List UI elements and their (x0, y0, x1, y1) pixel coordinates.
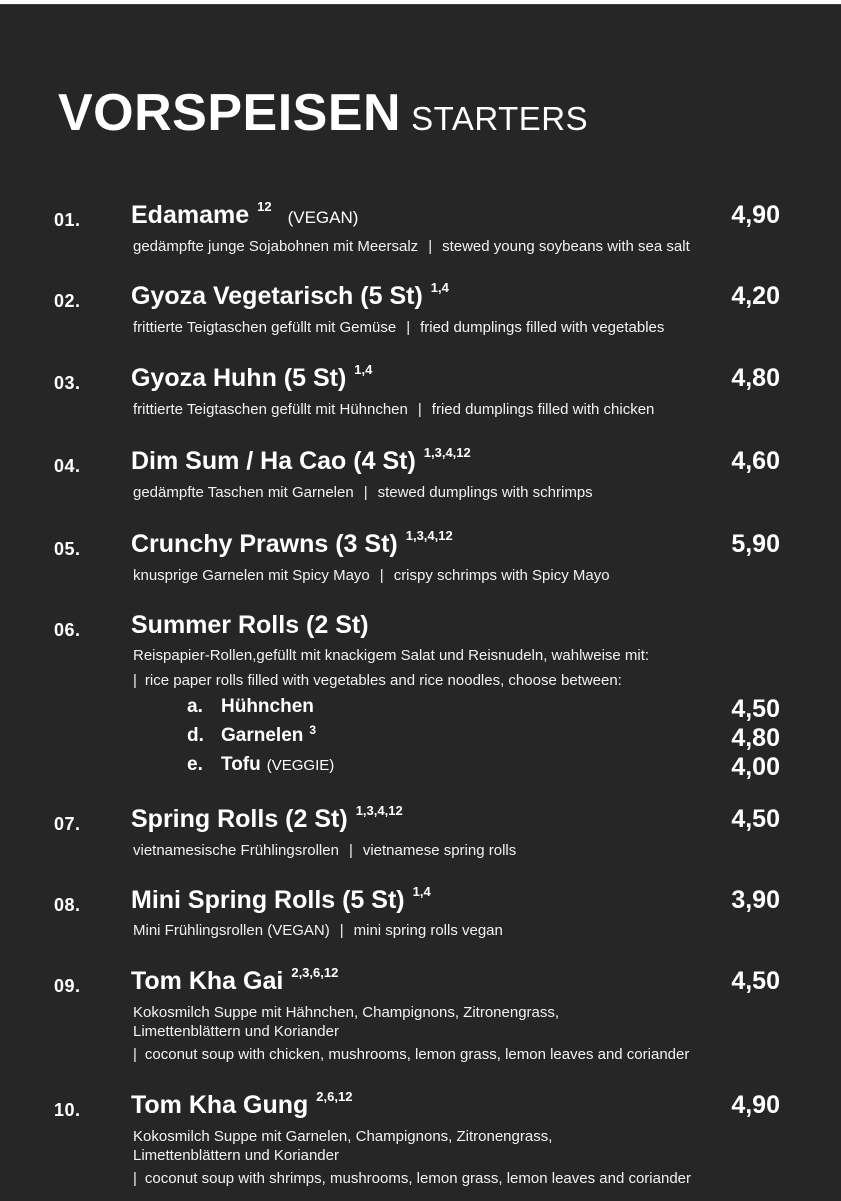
item-name (131, 530, 453, 559)
item-number: 08. (54, 895, 81, 915)
separator-bar: | (363, 484, 368, 501)
item-title: Gyoza Huhn (5 St) (131, 364, 347, 392)
diet-tag: (VEGAN) (287, 208, 359, 227)
item-price: 4,20 (731, 282, 780, 310)
item-price: 5,90 (731, 530, 780, 558)
description-en: coconut soup with shrimps, mushrooms, lemon grass, lemon leaves and coriander (144, 1170, 691, 1187)
item-title: Gyoza Vegetarisch (5 St) (131, 282, 423, 310)
separator-bar: | (428, 238, 433, 255)
description-en: vietnamese spring rolls (362, 842, 517, 859)
option-letter: a. (187, 696, 203, 717)
item-number: 04. (54, 456, 81, 476)
option-price: 4,00 (731, 753, 780, 781)
description-de-continued: Limettenblättern und Koriander (133, 1023, 339, 1040)
item-number: 10. (54, 1100, 81, 1120)
item-title: Edamame (131, 201, 250, 229)
option-name: Hühnchen (221, 696, 314, 717)
allergen-codes: 1,4 (354, 362, 373, 377)
item-price: 4,80 (731, 364, 780, 392)
item-description-en (133, 1044, 689, 1066)
item-number: 09. (54, 976, 81, 996)
description-de: Kokosmilch Suppe mit Garnelen, Champignons, Zitronengrass, (133, 1128, 553, 1145)
item-title: Summer Rolls (2 St) (131, 611, 369, 639)
item-name (131, 1091, 352, 1120)
item-title: Tom Kha Gai (131, 967, 284, 995)
description-de: knusprige Garnelen mit Spicy Mayo (133, 567, 370, 584)
separator-bar: | (417, 401, 422, 418)
item-price: 4,90 (731, 1091, 780, 1119)
section-title-de: VORSPEISEN (58, 84, 402, 142)
option-price: 4,80 (731, 724, 780, 752)
option-letter: e. (187, 754, 203, 775)
menu-page (0, 4, 841, 1201)
description-en: fried dumplings filled with vegetables (420, 319, 665, 336)
item-name (131, 282, 449, 311)
separator-bar: | (339, 922, 344, 939)
item-number: 02. (54, 291, 81, 311)
item-title: Crunchy Prawns (3 St) (131, 530, 398, 558)
allergen-codes: 3 (309, 723, 317, 737)
allergen-codes: 1,3,4,12 (423, 445, 471, 460)
item-name (131, 201, 358, 230)
allergen-codes: 2,6,12 (316, 1089, 353, 1104)
separator-bar: | (133, 672, 137, 689)
description-en: rice paper rolls filled with vegetables and rice noodles, choose between: (144, 672, 622, 689)
section-header (58, 83, 588, 143)
option-title: Tofu (221, 754, 261, 775)
allergen-codes: 1,4 (412, 884, 431, 899)
allergen-codes: 2,3,6,12 (291, 965, 339, 980)
separator-bar: | (133, 1046, 137, 1063)
description-de: gedämpfte junge Sojabohnen mit Meersalz (133, 238, 419, 255)
description-de: gedämpfte Taschen mit Garnelen (133, 484, 354, 501)
description-de: Mini Frühlingsrollen (VEGAN) (133, 922, 330, 939)
item-description-en (133, 1168, 691, 1190)
description-en: mini spring rolls vegan (353, 922, 503, 939)
allergen-codes: 1,4 (430, 280, 449, 295)
item-price: 4,60 (731, 447, 780, 475)
description-en: stewed dumplings with schrimps (377, 484, 593, 501)
item-title: Spring Rolls (2 St) (131, 805, 348, 833)
option-row (0, 725, 841, 753)
item-description (133, 236, 690, 258)
diet-tag: (VEGGIE) (266, 757, 335, 774)
description-en: coconut soup with chicken, mushrooms, lemon grass, lemon leaves and coriander (144, 1046, 690, 1063)
item-description (133, 840, 516, 862)
option-letter: d. (187, 725, 204, 746)
item-title: Tom Kha Gung (131, 1091, 309, 1119)
item-description-en (133, 670, 622, 692)
section-title-en: STARTERS (411, 100, 589, 137)
description-de: frittierte Teigtaschen gefüllt mit Gemüse (133, 319, 397, 336)
item-number: 01. (54, 210, 81, 230)
item-number: 06. (54, 620, 81, 640)
option-title: Garnelen (221, 725, 304, 746)
item-name (131, 611, 369, 640)
description-de: Kokosmilch Suppe mit Hähnchen, Champignons, Zitronengrass, (133, 1004, 560, 1021)
separator-bar: | (133, 1170, 137, 1187)
option-name (221, 725, 316, 747)
item-name (131, 886, 431, 915)
option-row (0, 754, 841, 782)
description-de: Reispapier-Rollen,gefüllt mit knackigem Salat und Reisnudeln, wahlweise mit: (133, 647, 650, 664)
description-de: frittierte Teigtaschen gefüllt mit Hühnchen (133, 401, 408, 418)
item-description (133, 920, 503, 942)
item-number: 03. (54, 373, 81, 393)
description-en: fried dumplings filled with chicken (431, 401, 655, 418)
option-row (0, 696, 841, 724)
item-name (131, 805, 403, 834)
item-title: Dim Sum / Ha Cao (4 St) (131, 447, 416, 475)
item-description (133, 317, 664, 339)
item-title: Mini Spring Rolls (5 St) (131, 886, 405, 914)
option-name (221, 754, 334, 776)
description-en: crispy schrimps with Spicy Mayo (393, 567, 610, 584)
item-description (133, 482, 593, 504)
option-price: 4,50 (731, 695, 780, 723)
item-name (131, 447, 471, 476)
separator-bar: | (406, 319, 411, 336)
allergen-codes: 12 (257, 199, 272, 214)
item-price: 4,50 (731, 967, 780, 995)
description-de-continued: Limettenblättern und Koriander (133, 1147, 339, 1164)
item-price: 4,50 (731, 805, 780, 833)
item-number: 05. (54, 539, 81, 559)
separator-bar: | (379, 567, 384, 584)
item-name (131, 967, 338, 996)
allergen-codes: 1,3,4,12 (355, 803, 403, 818)
item-description (133, 565, 610, 587)
item-number: 07. (54, 814, 81, 834)
description-de: vietnamesische Frühlingsrollen (133, 842, 339, 859)
item-price: 3,90 (731, 886, 780, 914)
description-en: stewed young soybeans with sea salt (442, 238, 690, 255)
allergen-codes: 1,3,4,12 (405, 528, 453, 543)
item-name (131, 364, 372, 393)
item-description (133, 399, 654, 421)
separator-bar: | (348, 842, 353, 859)
item-price: 4,90 (731, 201, 780, 229)
